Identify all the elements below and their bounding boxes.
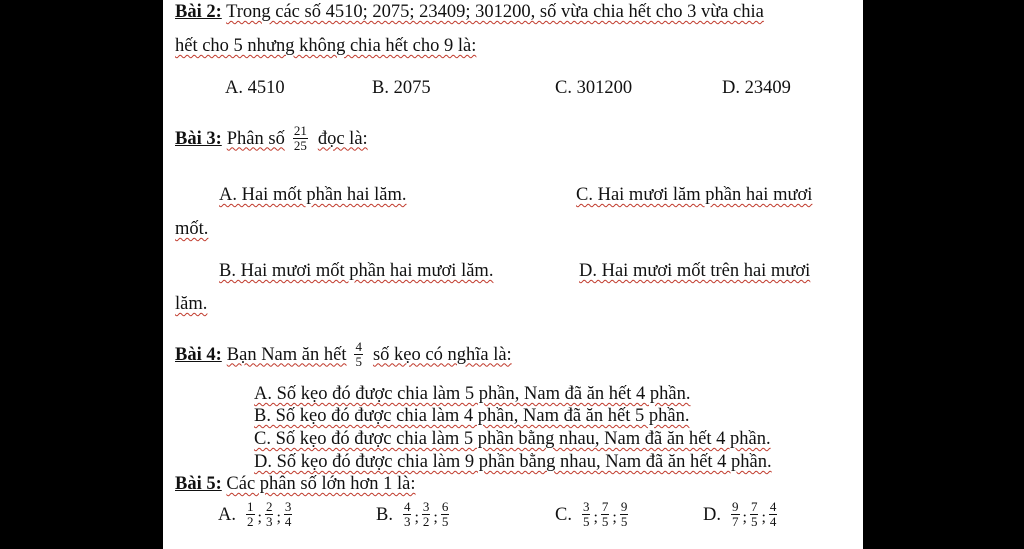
bai4-option-a bbox=[254, 383, 690, 405]
frac-num: 4 bbox=[403, 499, 411, 514]
bai4-option-d bbox=[254, 451, 772, 473]
frac-den: 5 bbox=[601, 514, 609, 529]
fraction bbox=[441, 500, 450, 529]
bai5-option-b-letter: B. bbox=[376, 504, 393, 525]
bai3-post: đọc là: bbox=[317, 128, 368, 149]
bai2-label: Bài 2: bbox=[175, 2, 222, 22]
bai5-option-d-fractions bbox=[729, 500, 779, 529]
bai3-option-b-text: B. Hai mươi mốt phần hai mươi lăm. bbox=[219, 261, 494, 281]
bai2-option-b: B. 2075 bbox=[372, 78, 431, 98]
bai3-frac-num: 21 bbox=[293, 123, 307, 138]
bai3-option-d-wrap-text: lăm. bbox=[175, 294, 208, 314]
bai3-option-c-text: C. Hai mươi lăm phần hai mươi bbox=[576, 185, 813, 205]
bai3-option-b bbox=[219, 260, 493, 282]
bai3-question bbox=[175, 124, 368, 153]
fraction bbox=[620, 500, 629, 529]
frac-num: 1 bbox=[247, 499, 254, 514]
separator: ; bbox=[593, 508, 598, 526]
bai5-option-c-fractions bbox=[580, 500, 630, 529]
bai3-option-c bbox=[576, 184, 812, 206]
bai2-option-c: C. 301200 bbox=[555, 78, 633, 98]
bai4-question bbox=[175, 340, 512, 369]
fraction bbox=[582, 500, 591, 529]
bai3-pre: Phân số bbox=[226, 128, 285, 149]
bai5-text: Các phân số lớn hơn 1 là: bbox=[226, 474, 416, 494]
frac-num: 9 bbox=[620, 499, 628, 514]
frac-num: 3 bbox=[284, 499, 292, 514]
bai2-line2 bbox=[175, 35, 476, 57]
bai5-question bbox=[175, 473, 416, 495]
frac-num: 7 bbox=[601, 499, 609, 514]
fraction bbox=[284, 500, 293, 529]
fraction bbox=[403, 500, 412, 529]
bai4-option-d-text: D. Số kẹo đó được chia làm 9 phần bằng nhau, Nam đã ăn hết 4 phần. bbox=[254, 452, 772, 472]
frac-num: 3 bbox=[582, 499, 590, 514]
separator: ; bbox=[257, 508, 262, 526]
separator: ; bbox=[414, 508, 419, 526]
bai4-frac-num: 4 bbox=[355, 339, 362, 354]
bai4-option-c bbox=[254, 428, 771, 450]
bai4-label: Bài 4: bbox=[175, 344, 222, 365]
separator: ; bbox=[276, 508, 281, 526]
bai5-option-a-fractions bbox=[244, 500, 294, 529]
frac-den: 5 bbox=[750, 514, 758, 529]
frac-den: 2 bbox=[247, 514, 254, 529]
fraction bbox=[246, 500, 255, 529]
bai4-post: số kẹo có nghĩa là: bbox=[372, 344, 512, 365]
frac-num: 2 bbox=[265, 499, 273, 514]
bai4-frac-den: 5 bbox=[355, 354, 362, 369]
bai3-option-a bbox=[219, 184, 407, 206]
separator: ; bbox=[761, 508, 766, 526]
bai4-fraction bbox=[354, 340, 363, 369]
bai5-label: Bài 5: bbox=[175, 474, 222, 494]
separator: ; bbox=[742, 508, 747, 526]
bai3-frac-den: 25 bbox=[293, 138, 307, 153]
frac-den: 4 bbox=[284, 514, 292, 529]
bai5-option-b-fractions bbox=[401, 500, 451, 529]
frac-den: 5 bbox=[441, 514, 449, 529]
frac-den: 5 bbox=[582, 514, 590, 529]
bai3-option-a-text: A. Hai mốt phần hai lăm. bbox=[219, 185, 407, 205]
frac-den: 4 bbox=[769, 514, 777, 529]
bai3-label: Bài 3: bbox=[175, 128, 222, 149]
fraction bbox=[769, 500, 778, 529]
frac-den: 3 bbox=[265, 514, 273, 529]
frac-num: 7 bbox=[750, 499, 758, 514]
frac-den: 5 bbox=[620, 514, 628, 529]
frac-num: 9 bbox=[732, 499, 739, 514]
bai3-fraction bbox=[293, 124, 308, 153]
bai5-option-b bbox=[376, 500, 451, 529]
bai2-option-d: D. 23409 bbox=[722, 78, 791, 98]
bai5-option-a-letter: A. bbox=[218, 504, 236, 525]
bai5-option-d-letter: D. bbox=[703, 504, 721, 525]
bai4-option-b bbox=[254, 405, 689, 427]
frac-num: 4 bbox=[769, 499, 777, 514]
document-page bbox=[163, 0, 863, 549]
bai5-option-d bbox=[703, 500, 779, 529]
separator: ; bbox=[612, 508, 617, 526]
bai3-option-d-wrap bbox=[175, 293, 207, 315]
bai5-option-a bbox=[218, 500, 294, 529]
fraction bbox=[750, 500, 759, 529]
frac-num: 6 bbox=[441, 499, 449, 514]
bai4-pre: Bạn Nam ăn hết bbox=[226, 344, 347, 365]
bai3-option-c-wrap bbox=[175, 218, 208, 240]
bai3-option-c-wrap-text: mốt. bbox=[175, 219, 209, 239]
bai3-option-d bbox=[579, 260, 810, 282]
bai4-option-a-text: A. Số kẹo đó được chia làm 5 phần, Nam đã ăn hết 4 phần. bbox=[254, 384, 691, 404]
fraction bbox=[731, 500, 740, 529]
fraction bbox=[601, 500, 610, 529]
bai4-option-b-text: B. Số kẹo đó được chia làm 4 phần, Nam đã ăn hết 5 phần. bbox=[254, 406, 690, 426]
bai3-option-d-text: D. Hai mươi mốt trên hai mươi bbox=[579, 261, 811, 281]
frac-den: 2 bbox=[422, 514, 430, 529]
separator: ; bbox=[433, 508, 438, 526]
frac-den: 3 bbox=[403, 514, 411, 529]
bai2-option-a: A. 4510 bbox=[225, 78, 285, 98]
bai4-option-c-text: C. Số kẹo đó được chia làm 5 phần bằng nhau, Nam đã ăn hết 4 phần. bbox=[254, 429, 771, 449]
frac-num: 3 bbox=[422, 499, 430, 514]
fraction bbox=[422, 500, 431, 529]
bai5-option-c bbox=[555, 500, 630, 529]
bai5-option-c-letter: C. bbox=[555, 504, 572, 525]
fraction bbox=[265, 500, 274, 529]
bai2-text-line1: Trong các số 4510; 2075; 23409; 301200, số vừa chia hết cho 3 vừa chia bbox=[226, 2, 764, 22]
frac-den: 7 bbox=[732, 514, 739, 529]
bai2-text-line2: hết cho 5 nhưng không chia hết cho 9 là: bbox=[175, 36, 477, 56]
bai2-line1 bbox=[175, 1, 764, 23]
